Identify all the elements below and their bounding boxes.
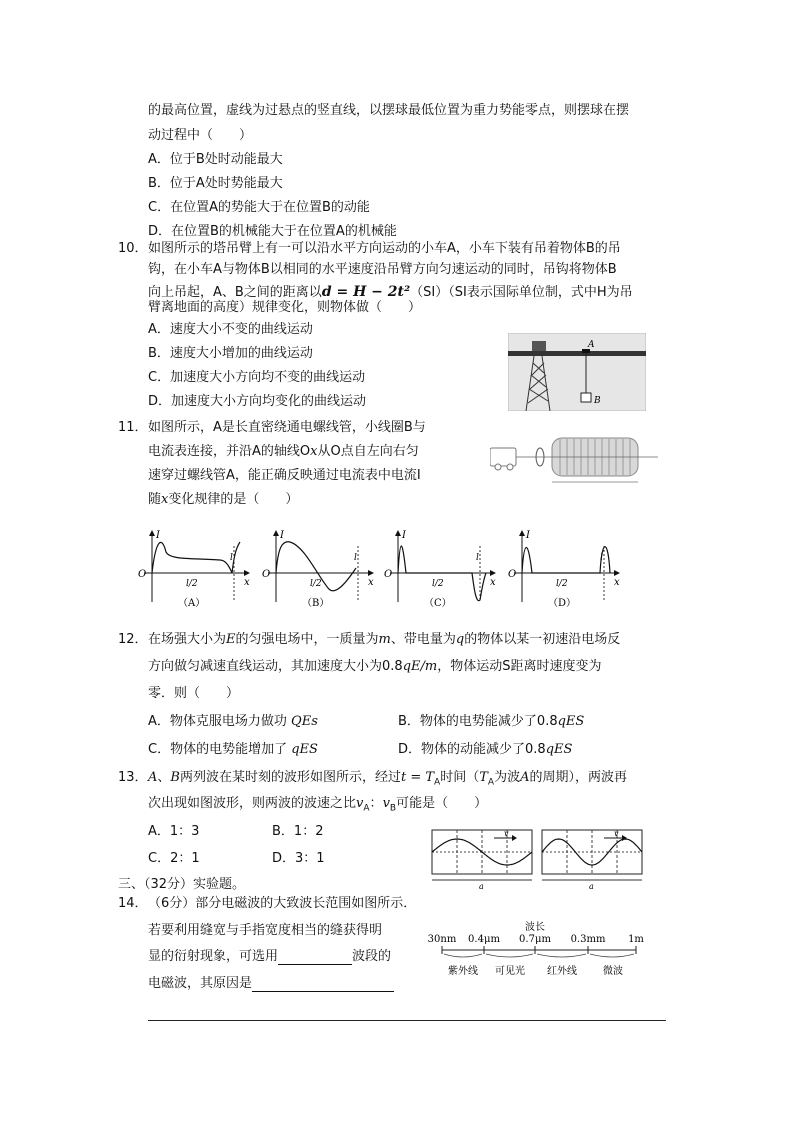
graph-label-I: I (156, 530, 160, 541)
q12-optA-value: QEs (291, 714, 318, 729)
graph-label-O: O (384, 569, 393, 580)
q11-line4-a: 随 (148, 492, 162, 507)
graph-label-l: l (600, 553, 603, 563)
crane-label-a: A (588, 340, 595, 350)
graph-y-arrow (149, 530, 155, 536)
q10-line1: 如图所示的塔吊臂上有一可以沿水平方向运动的小车A，小车下装有吊着物体B的吊 (148, 241, 621, 256)
graph-label-x: x (368, 577, 374, 588)
q13-l1d: 的周期），两波再 (529, 770, 627, 785)
q13-vB-sub: B (389, 803, 397, 814)
q12-option-a (148, 714, 318, 730)
graph-label-O: O (262, 569, 271, 580)
q13-line2 (148, 796, 487, 817)
graph-curve (152, 542, 240, 573)
q14-l3a: 显的衍射现象，可选用 (148, 949, 279, 964)
solenoid-figure (490, 420, 660, 490)
crane-arm (508, 351, 646, 356)
q13-option-c: C．2：1 (148, 851, 200, 866)
q11-graphs (130, 528, 630, 613)
q9-option-d: D．在位置B的机械能大于在位置A的机械能 (148, 224, 397, 239)
q9-option-c: C．在位置A的势能大于在位置B的动能 (148, 200, 370, 215)
q10-option-a: A．速度大小不变的曲线运动 (148, 322, 313, 337)
q10-line3-a: 向上吊起，A、B之间的距离以 (148, 285, 322, 300)
graph-x-arrow (490, 570, 496, 576)
graph-curve (522, 547, 610, 573)
band-uv: 紫外线 (448, 966, 478, 977)
q11-line4-b: 变化规律的是（ ） (168, 492, 299, 507)
brace-ir (537, 954, 586, 957)
graph-caption: （B） (302, 598, 330, 609)
q13-number: 13． (118, 770, 148, 785)
spectrum-tick-30nm: 30nm (427, 934, 457, 945)
q12-l1a: 在场强大小为 (148, 632, 227, 647)
q14-blank-band[interactable] (278, 950, 352, 965)
q12-number: 12． (118, 632, 148, 647)
q13-sep: 、 (157, 770, 171, 785)
spectrum-tick-1m: 1m (628, 934, 644, 945)
spectrum-title: 波长 (525, 922, 545, 933)
q12-l1b: 的匀强电场中，一质量为 (235, 632, 379, 647)
graph-label-half: l/2 (432, 579, 444, 589)
q12-line2 (148, 659, 601, 675)
q12-l1d: 的物体以某一初速沿电场反 (464, 632, 621, 647)
graph-y-arrow (395, 530, 401, 536)
q12-optB-text: B．物体的电势能减少了0.8 (398, 714, 558, 729)
graph-d (508, 530, 620, 609)
q9-continuation-line2: 动过程中（ ） (148, 128, 253, 143)
wave-a (432, 829, 532, 890)
q12-l1c: 、带电量为 (390, 632, 456, 647)
band-microwave: 微波 (603, 966, 623, 977)
q14-number: 14． (118, 896, 148, 911)
graph-x-arrow (368, 570, 374, 576)
graph-label-x: x (244, 577, 250, 588)
q13-colon: ： (369, 796, 383, 811)
brace-microwave (590, 954, 634, 957)
q10-line3 (148, 284, 633, 301)
q14-line1: （6分）部分电磁波的大致波长范围如图所示． (148, 896, 417, 911)
q12-option-b (398, 714, 584, 730)
q12-q: q (455, 632, 465, 647)
graph-label-l: l (476, 553, 479, 563)
section-3-heading: 三、（32分）实验题。 (118, 877, 246, 892)
q13-T-sub: A (487, 777, 495, 788)
q10-line3-b: （SI）（SI表示国际单位制，式中H为吊 (410, 285, 633, 300)
q13-l1a: 两列波在某时刻的波形如图所示，经过 (179, 770, 401, 785)
q11-line2 (148, 444, 419, 460)
q14-l4: 电磁波，其原因是 (148, 976, 253, 991)
q11-number: 11． (118, 420, 148, 435)
q10-line2: 钩，在小车A与物体B以相同的水平速度沿吊臂方向匀速运动的同时，吊钩将物体B (148, 262, 617, 277)
graph-label-half: l/2 (310, 579, 322, 589)
q10-number: 10． (118, 241, 148, 256)
q13-l2a: 次出现如图波形，则两波的波速之比 (148, 796, 357, 811)
q14-l3b: 波段的 (352, 949, 392, 964)
q13-vB: v (382, 796, 390, 811)
q11-line2-a: 电流表连接，并沿A的轴线O (148, 444, 311, 459)
spectrum-tick-0.7um: 0.7μm (519, 934, 551, 945)
q9-option-b: B．位于A处时势能最大 (148, 176, 283, 191)
q12-option-c (148, 742, 318, 758)
band-visible: 可见光 (495, 966, 525, 977)
brace-uv (444, 954, 482, 957)
q12-optC-text: C．物体的电势能增加了 (148, 742, 288, 757)
q13-t-sub: A (434, 777, 441, 788)
q10-formula: d = H − 2t² (321, 284, 411, 300)
ammeter-wheel-2 (507, 464, 513, 470)
q10-option-d: D．加速度大小方向均变化的曲线运动 (148, 394, 367, 409)
q12-optA-text: A．物体克服电场力做功 (148, 714, 287, 729)
graph-label-O: O (508, 569, 517, 580)
q9-continuation-line1: 的最高位置，虚线为过悬点的竖直线，以摆球最低位置为重力势能零点，则摆球在摆 (148, 103, 630, 118)
q13-line1 (148, 770, 627, 791)
q11-line1: 如图所示，A是长直密绕通电螺线管，小线圈B与 (148, 420, 426, 435)
graph-caption: （D） (548, 598, 577, 609)
q13-l2b: 可能是（ ） (396, 796, 488, 811)
q12-option-d (398, 742, 572, 758)
q13-wave-figure (430, 828, 645, 890)
ammeter (490, 448, 516, 466)
q11-line4 (148, 492, 298, 508)
graph-c (384, 530, 496, 609)
q11-line2-x: x (310, 444, 318, 459)
q13-T: T (479, 770, 488, 785)
q12-line1 (148, 632, 620, 648)
q12-optC-value: qES (291, 742, 318, 757)
q13-A2: A (520, 770, 530, 785)
q13-B: B (170, 770, 180, 785)
graph-label-x: x (614, 577, 620, 588)
q14-line3 (148, 949, 391, 965)
spectrum-tick-0.3mm: 0.3mm (570, 934, 606, 945)
wave-b-length-label: a (589, 882, 594, 890)
q13-vA: v (356, 796, 364, 811)
crane-label-b: B (594, 396, 601, 406)
q11-line2-b: 从O点自左向右匀 (317, 444, 419, 459)
q13-option-b: B．1：2 (272, 824, 324, 839)
graph-caption: （A） (178, 598, 206, 609)
q10-line4: 臂离地面的高度）规律变化，则物体做（ ） (148, 300, 422, 315)
q14-blank-reason[interactable] (252, 977, 394, 992)
q10-option-b: B．速度大小增加的曲线运动 (148, 346, 313, 361)
graph-x-arrow (614, 570, 620, 576)
graph-label-x: x (490, 577, 496, 588)
crane-figure (508, 333, 646, 411)
q12-optB-value: qES (557, 714, 585, 729)
q12-l2b: ，物体运动S距离时速度变为 (437, 659, 602, 674)
graph-a (138, 530, 250, 609)
graph-label-l: l (230, 553, 233, 563)
q14-line4 (148, 976, 394, 992)
q11-line4-x: x (161, 492, 169, 507)
graph-label-I: I (280, 530, 284, 541)
q13-t: t = T (400, 770, 435, 785)
graph-label-half: l/2 (556, 579, 568, 589)
graph-label-O: O (138, 569, 147, 580)
spectrum-tick-0.4um: 0.4μm (468, 934, 500, 945)
ammeter-wheel-1 (495, 464, 501, 470)
q9-option-a: A．位于B处时动能最大 (148, 152, 283, 167)
q13-A: A (148, 770, 158, 785)
q12-acc: qE/m (402, 659, 438, 674)
wave-b-velocity: v (614, 829, 619, 838)
q13-vA-sub: A (363, 803, 370, 814)
q12-optD-value: qES (545, 742, 573, 757)
q13-l1c: 为波 (494, 770, 521, 785)
q13-l1b: 时间（ (440, 770, 480, 785)
q12-l2a: 方向做匀减速直线运动，其加速度大小为0.8 (148, 659, 403, 674)
q12-optD-text: D．物体的动能减少了0.8 (398, 742, 546, 757)
graph-label-I: I (526, 530, 530, 541)
graph-label-I: I (402, 530, 406, 541)
brace-visible (486, 954, 533, 957)
crane-background (508, 333, 646, 411)
graph-b (262, 530, 374, 609)
graph-y-arrow (519, 530, 525, 536)
spectrum-figure (418, 920, 652, 982)
band-ir: 红外线 (547, 966, 577, 977)
wave-a-length-label: a (479, 882, 484, 890)
graph-x-arrow (244, 570, 250, 576)
q13-option-a: A．1：3 (148, 824, 200, 839)
graph-label-half: l/2 (186, 579, 198, 589)
q12-m: m (378, 632, 391, 647)
wave-b (542, 829, 642, 890)
graph-caption: （C） (424, 598, 452, 609)
graph-label-l: l (354, 553, 357, 563)
q12-line3: 零．则（ ） (148, 686, 240, 701)
q10-option-c: C．加速度大小方向均不变的曲线运动 (148, 370, 366, 385)
q14-line2: 若要利用缝宽与手指宽度相当的缝获得明 (148, 923, 383, 938)
q11-line3: 速穿过螺线管A，能正确反映通过电流表中电流I (148, 468, 421, 483)
load-b (581, 393, 591, 402)
q13-option-d: D．3：1 (272, 851, 325, 866)
answer-line (148, 1020, 666, 1021)
q12-E: E (226, 632, 236, 647)
wave-a-velocity: v (504, 829, 509, 838)
graph-y-arrow (273, 530, 279, 536)
